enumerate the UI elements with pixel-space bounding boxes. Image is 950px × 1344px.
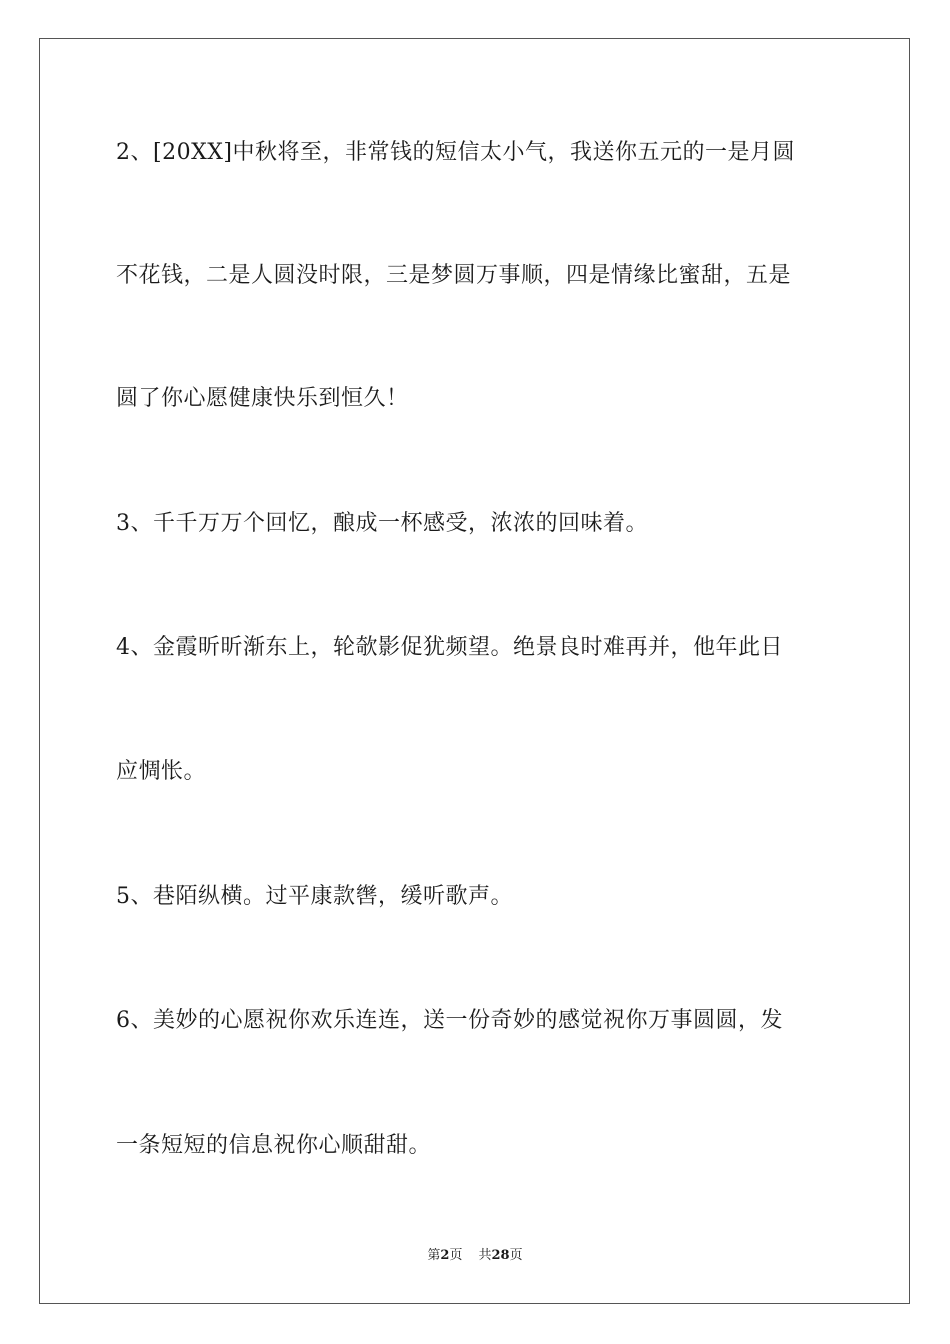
total-prefix: 共 bbox=[478, 1248, 492, 1263]
text-line-3: 圆了你心愿健康快乐到恒久！ bbox=[116, 386, 409, 411]
text-line-9: 一条短短的信息祝你心顺甜甜。 bbox=[116, 1133, 432, 1158]
text-line-8: 6、美妙的心愿祝你欢乐连连，送一份奇妙的感觉祝你万事圆圆，发 bbox=[116, 1008, 783, 1033]
text-line-6: 应惆怅。 bbox=[116, 759, 207, 784]
page-prefix: 第 bbox=[427, 1248, 441, 1263]
total-suffix: 页 bbox=[509, 1248, 523, 1263]
page-footer bbox=[0, 1247, 950, 1265]
text-line-5: 4、金霞昕昕渐东上，轮欹影促犹频望。绝景良时难再并，他年此日 bbox=[116, 635, 783, 660]
page-frame bbox=[39, 38, 910, 1304]
text-line-1: 2、[20XX]中秋将至，非常钱的短信太小气，我送你五元的一是月圆 bbox=[116, 140, 795, 165]
text-line-2: 不花钱，二是人圆没时限，三是梦圆万事顺，四是情缘比蜜甜，五是 bbox=[116, 263, 792, 288]
text-line-4: 3、千千万万个回忆，酿成一杯感受，浓浓的回味着。 bbox=[116, 511, 648, 536]
page-number: 2 bbox=[440, 1248, 450, 1263]
total-pages: 28 bbox=[491, 1248, 510, 1263]
text-line-7: 5、巷陌纵横。过平康款辔，缓听歌声。 bbox=[116, 884, 513, 909]
page-suffix: 页 bbox=[449, 1248, 463, 1263]
